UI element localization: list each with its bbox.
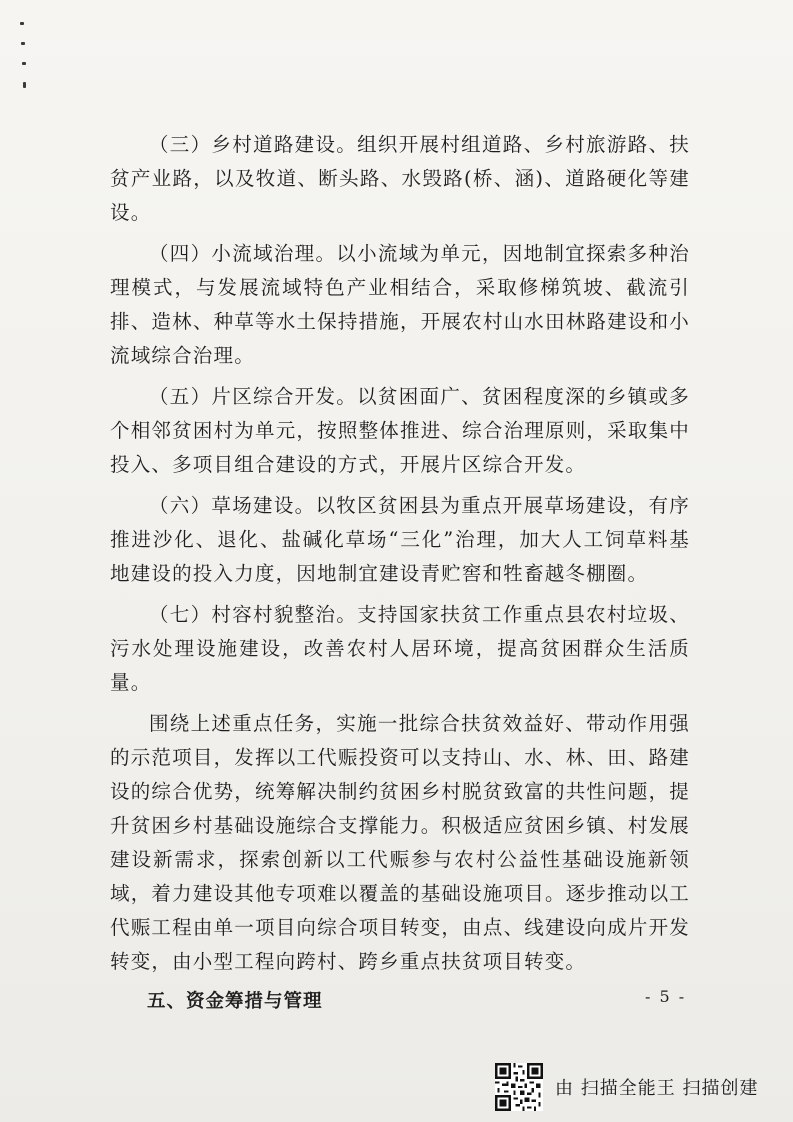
paragraph-grassland: （六）草场建设。以牧区贫困县为重点开展草场建设，有序推进沙化、退化、盐碱化草场“三化”治理，加大人工饲草料基地建设的投入力度，因地制宜建设青贮窖和牲畜越冬棚圈。 xyxy=(110,494,690,585)
paragraph-small-watershed: （四）小流域治理。以小流域为单元，因地制宜探索多种治理模式，与发展流域特色产业相结合，采取修梯筑坡、截流引排、造林、种草等水土保持措施，开展农村山水田林路建设和小流域综合治理。 xyxy=(110,242,690,367)
paragraph-area-development: （五）片区综合开发。以贫困面广、贫困程度深的乡镇或多个相邻贫困村为单元，按照整体推进、综合治理原则，采取集中投入、多项目组合建设的方式，开展片区综合开发。 xyxy=(110,385,690,476)
document-body xyxy=(110,128,690,1018)
scanner-watermark xyxy=(495,1062,758,1112)
section-heading-funding: 五、资金筹措与管理 xyxy=(147,991,323,1012)
paragraph-rural-roads: （三）乡村道路建设。组织开展村组道路、乡村旅游路、扶贫产业路，以及牧道、断头路、水毁路(桥、涵)、道路硬化等建设。 xyxy=(110,133,690,224)
page-number: - 5 - xyxy=(645,987,687,1006)
watermark-text: 由 扫描全能王 扫描创建 xyxy=(555,1078,759,1099)
paragraph-summary: 围绕上述重点任务，实施一批综合扶贫效益好、带动作用强的示范项目，发挥以工代赈投资可以支持山、水、林、田、路建设的综合优势，统筹解决制约贫困乡村脱贫致富的共性问题，提升贫困乡村基础设施综合支撑能力。积极适应贫困乡镇、村发展建设新需求，探索创新以工代赈参与农村公益性基础设施新领域，着力建设其他专项难以覆盖的基础设施项目。逐步推动以工代赈工程由单一项目向综合项目转变，由点、线建设向成片开发转变，由小型工程向跨村、跨乡重点扶贫项目转变。 xyxy=(110,712,690,973)
paragraph-village-appearance: （七）村容村貌整治。支持国家扶贫工作重点县农村垃圾、污水处理设施建设，改善农村人居环境，提高贫困群众生活质量。 xyxy=(110,603,690,694)
binding-hole-marks xyxy=(18,20,38,100)
qr-code-icon xyxy=(495,1063,543,1111)
